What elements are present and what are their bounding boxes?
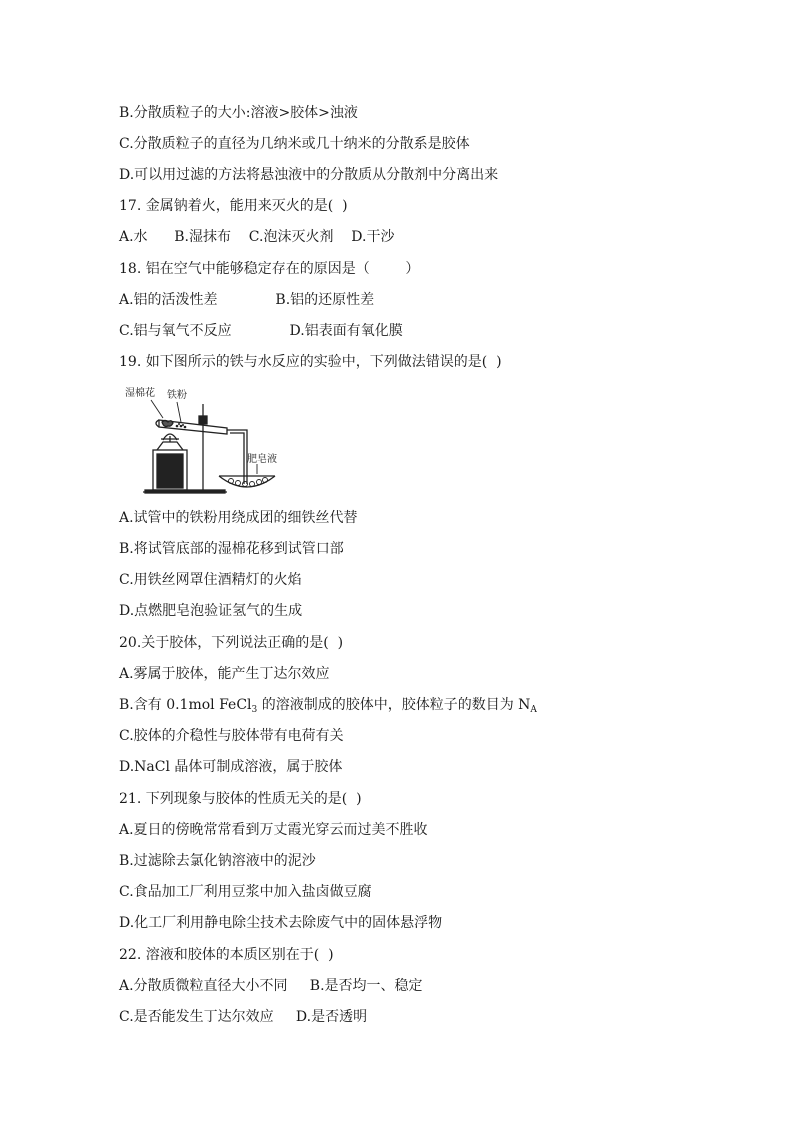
q19-option-a: A.试管中的铁粉用绕成团的细铁丝代替 [119, 510, 358, 526]
q21-stem: 21. 下列现象与胶体的性质无关的是( ) [119, 791, 362, 807]
q21-option-c: C.食品加工厂利用豆浆中加入盐卤做豆腐 [119, 884, 372, 900]
q20b-subscript-a: A [530, 705, 537, 715]
q22-stem: 22. 溶液和胶体的本质区别在于( ) [119, 947, 334, 963]
label-wet-cotton: 湿棉花 [125, 388, 155, 399]
iron-water-apparatus-diagram [119, 384, 294, 498]
iron-powder [176, 423, 187, 428]
q20b-text-2: 的溶液制成的胶体中，胶体粒子的数目为 N [257, 697, 531, 713]
q21-option-d: D.化工厂利用静电除尘技术去除废气中的固体悬浮物 [119, 915, 443, 931]
q17-stem: 17. 金属钠着火，能用来灭火的是( ) [119, 198, 348, 214]
alcohol-lamp-fuel [157, 454, 183, 488]
q19-stem: 19. 如下图所示的铁与水反应的实验中，下列做法错误的是( ) [119, 354, 502, 370]
q22-options-ab: A.分散质微粒直径大小不同 B.是否均一、稳定 [119, 978, 423, 994]
q16-option-b: B.分散质粒子的大小:溶液>胶体>浊液 [119, 105, 358, 121]
q19-option-b: B.将试管底部的湿棉花移到试管口部 [119, 541, 344, 557]
q22-options-cd: C.是否能发生丁达尔效应 D.是否透明 [119, 1009, 368, 1025]
q17-options: A.水 B.湿抹布 C.泡沫灭火剂 D.干沙 [119, 229, 395, 245]
q18-options-ab: A.铝的活泼性差 B.铝的还原性差 [119, 292, 375, 308]
label-iron-powder: 铁粉 [167, 390, 187, 401]
q16-option-d: D.可以用过滤的方法将悬浊液中的分散质从分散剂中分离出来 [119, 167, 499, 183]
q18-stem: 18. 铝在空气中能够稳定存在的原因是（ ） [119, 261, 420, 277]
q20-stem: 20.关于胶体，下列说法正确的是( ) [119, 635, 344, 651]
iron-label-pointer [177, 402, 181, 422]
q21-option-b: B.过滤除去氯化钠溶液中的泥沙 [119, 853, 316, 869]
cotton-label-pointer [151, 400, 163, 418]
label-soap-solution: 肥皂液 [247, 454, 277, 465]
q20b-subscript-3: 3 [251, 705, 258, 715]
q16-option-c: C.分散质粒子的直径为几纳米或几十纳米的分散系是胶体 [119, 136, 470, 152]
q20-option-d: D.NaCl 晶体可制成溶液，属于胶体 [119, 759, 343, 775]
q20-option-a: A.雾属于胶体，能产生丁达尔效应 [119, 666, 330, 682]
q19-option-d: D.点燃肥皂泡验证氢气的生成 [119, 603, 303, 619]
q20-option-b [119, 696, 537, 719]
alcohol-lamp-top [157, 442, 183, 450]
q18-options-cd: C.铝与氧气不反应 D.铝表面有氧化膜 [119, 323, 403, 339]
q20b-text-1: B.含有 0.1mol FeCl [119, 697, 252, 713]
wet-cotton [162, 421, 173, 427]
q21-option-a: A.夏日的傍晚常常看到万丈霞光穿云而过美不胜收 [119, 822, 428, 838]
clamp [199, 416, 207, 424]
q20-option-c: C.胶体的介稳性与胶体带有电荷有关 [119, 728, 344, 744]
q19-option-c: C.用铁丝网罩住酒精灯的火焰 [119, 572, 302, 588]
